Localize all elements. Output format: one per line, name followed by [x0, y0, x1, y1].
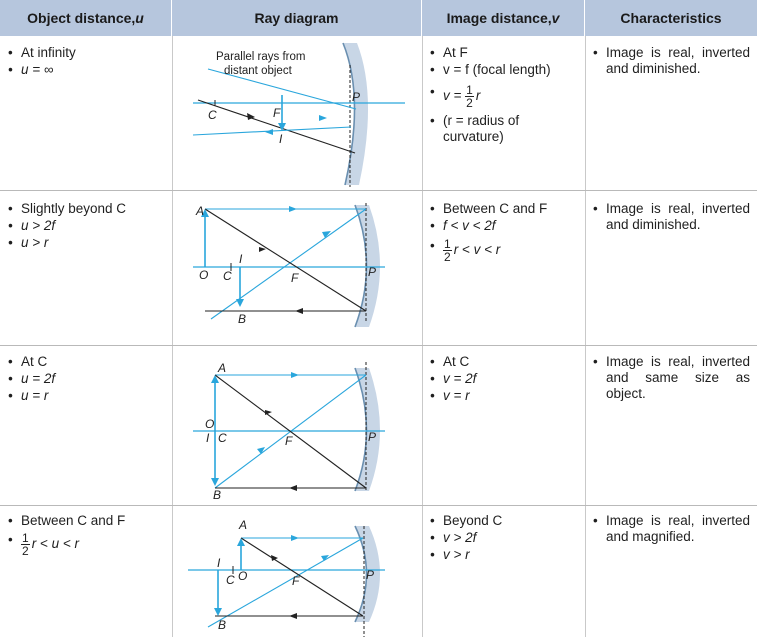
point-label: I [239, 252, 243, 266]
ray-diagram-at-c [173, 346, 421, 504]
mirror-backing [343, 43, 368, 185]
list-item: • Slightly beyond C [5, 201, 165, 217]
list-item: • Between C and F [5, 513, 165, 529]
point-label: B [238, 312, 247, 326]
list-item: • Image is real, inverted and same size as object. [590, 354, 750, 402]
list-item: • Beyond C [427, 513, 582, 529]
arrow-head [257, 447, 265, 454]
arrow-head [265, 410, 272, 415]
point-label: O [205, 417, 215, 431]
list-item: • u = ∞ [5, 62, 165, 78]
arrow-head [289, 485, 297, 491]
ray-diagram-beyond-c [173, 191, 421, 344]
header-object-distance [0, 0, 172, 36]
column-divider [422, 36, 423, 637]
list-item: • (r = radius of curvature) [427, 113, 582, 145]
row1-object-cell [5, 45, 165, 79]
point-label: B [213, 488, 222, 502]
point-label: P [366, 568, 375, 582]
arrow-head [214, 608, 222, 616]
ray-diagram-between-c-and-f [173, 506, 421, 637]
point-label: B [218, 618, 227, 632]
point-label: F [291, 271, 299, 285]
list-item: • v > r [427, 547, 582, 563]
header-characteristics-label: Characteristics [620, 10, 722, 26]
list-item: • Image is real, inverted and diminished. [590, 45, 750, 77]
arrow-head [289, 206, 297, 212]
list-item: • At F [427, 45, 582, 61]
row2-object-cell [5, 201, 165, 252]
arrow-head [211, 478, 219, 486]
arrow-head [259, 247, 266, 252]
row1-image-cell [427, 45, 582, 146]
point-label: P [368, 265, 377, 279]
list-item: • $\frac{1}{2}$ r < u < r [5, 532, 165, 557]
point-label: F [292, 574, 300, 588]
row1-characteristics-cell [590, 45, 750, 78]
header-ray-diagram [172, 0, 422, 36]
diagram-caption: distant object [224, 65, 292, 77]
point-label: A [239, 518, 248, 532]
arrow-head [319, 115, 327, 121]
row4-characteristics-cell [590, 513, 750, 546]
point-label: C [218, 431, 227, 445]
point-label: O [199, 268, 209, 282]
list-item: • v = $\frac{1}{2}$ r [427, 84, 582, 109]
point-label: I [206, 431, 210, 445]
list-item: • Between C and F [427, 201, 582, 217]
point-label: O [238, 569, 248, 583]
header-object-var: u [135, 10, 144, 26]
arrow-head [291, 535, 299, 541]
fraction: • $\frac{1}{2}$ [22, 531, 29, 558]
arrow-head [265, 129, 273, 135]
fraction: • $\frac{1}{2}$ [444, 237, 451, 264]
column-divider [585, 36, 586, 637]
point-label: C [226, 573, 235, 587]
row2-characteristics-cell [590, 201, 750, 234]
arrow-head [291, 372, 299, 378]
list-item: • At infinity [5, 45, 165, 61]
ray-diagram-infinity [173, 37, 421, 189]
list-item: • v > 2f [427, 530, 582, 546]
header-image-var: v [551, 10, 560, 26]
arrow-head [289, 613, 297, 619]
point-label: C [208, 108, 217, 122]
list-item: • u = r [5, 388, 165, 404]
row3-object-cell [5, 354, 165, 405]
row4-object-cell [5, 513, 165, 558]
list-item: • Image is real, inverted and diminished. [590, 201, 750, 233]
header-image-distance [422, 0, 585, 36]
row3-characteristics-cell [590, 354, 750, 403]
list-item: • u = 2f [5, 371, 165, 387]
point-label: I [217, 556, 221, 570]
arrow-head [211, 375, 219, 383]
row2-image-cell [427, 201, 582, 264]
list-item: • u > 2f [5, 218, 165, 234]
point-label: A [218, 361, 227, 375]
list-item: • Image is real, inverted and magnified. [590, 513, 750, 545]
arrow-head [236, 299, 244, 307]
list-item: • v = 2f [427, 371, 582, 387]
incident-ray [241, 538, 363, 616]
point-label: F [273, 106, 281, 120]
list-item: • u > r [5, 235, 165, 251]
reflected-ray [211, 209, 366, 319]
list-item: • v = r [427, 388, 582, 404]
header-image-label: Image distance, [446, 10, 552, 26]
row3-image-cell [427, 354, 582, 405]
header-characteristics [585, 0, 757, 36]
point-label: C [223, 269, 232, 283]
diagram-caption: Parallel rays from [216, 51, 306, 63]
point-label: I [279, 132, 283, 146]
row4-image-cell [427, 513, 582, 564]
header-object-label: Object distance, [27, 10, 136, 26]
list-item: • At C [427, 354, 582, 370]
point-label: A [196, 204, 205, 218]
arrow-head [271, 555, 278, 561]
list-item: • f < v < 2f [427, 218, 582, 234]
incident-ray [205, 209, 366, 311]
fraction: $\frac{1}{2}$ [466, 83, 473, 110]
list-item: • $\frac{1}{2}$ r < v < r [427, 238, 582, 263]
point-label: F [285, 434, 293, 448]
arrow-head [295, 308, 303, 314]
point-label: P [352, 90, 361, 104]
header-ray-label: Ray diagram [254, 10, 339, 26]
list-item: • At C [5, 354, 165, 370]
point-label: P [368, 430, 377, 444]
list-item: • v = f (focal length) [427, 62, 582, 78]
